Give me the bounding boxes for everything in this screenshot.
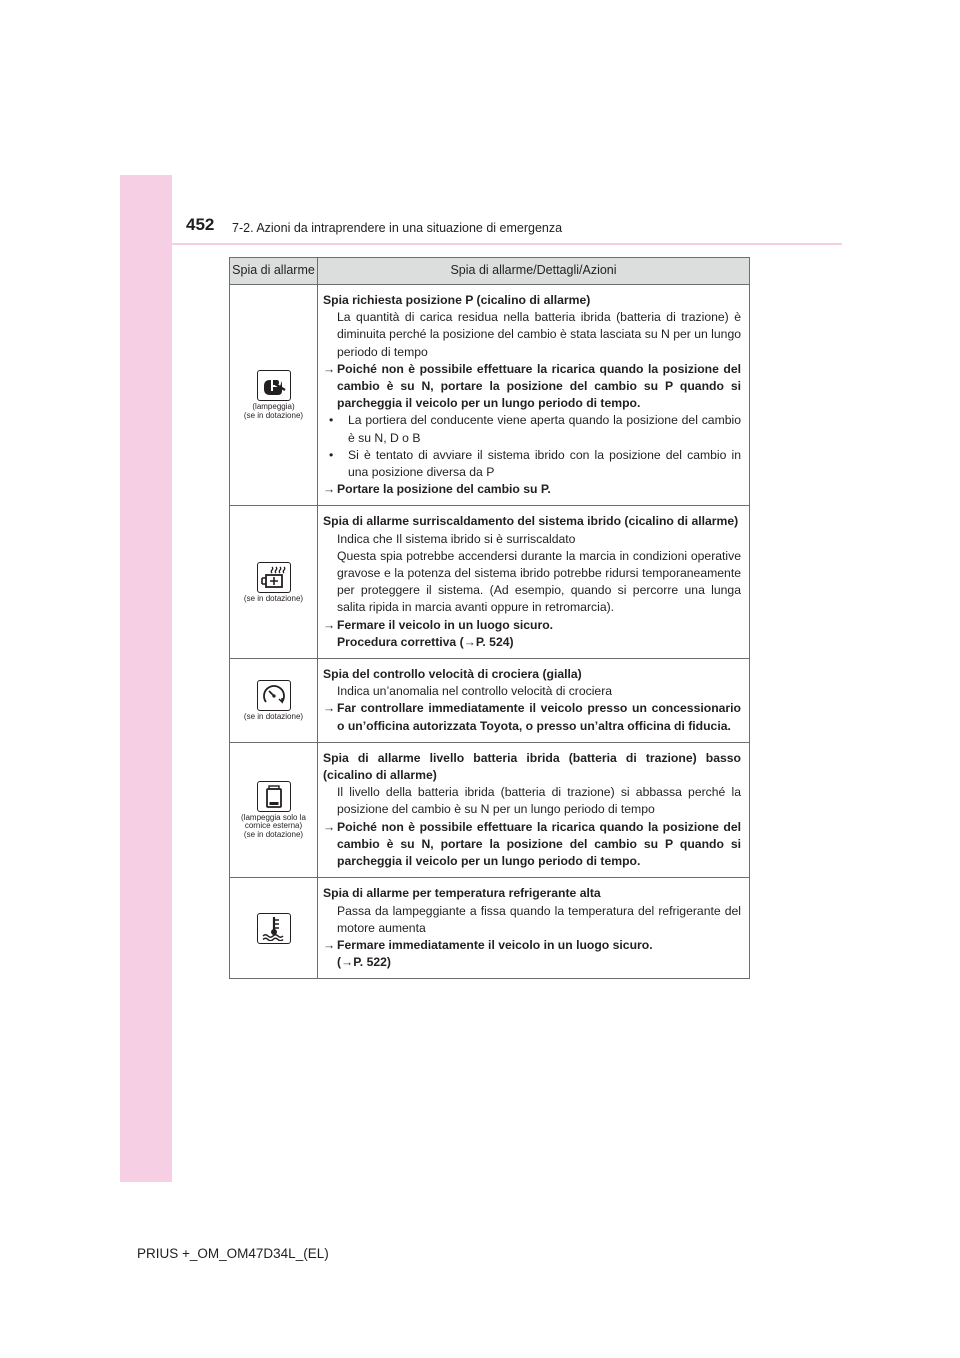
- cruise-control-icon: [257, 680, 291, 711]
- column-header-details: Spia di allarme/Dettagli/Azioni: [318, 258, 750, 285]
- details-cell: [318, 659, 750, 743]
- icon-caption: (se in dotazione): [243, 829, 304, 839]
- hybrid-battery-icon: [257, 781, 291, 812]
- bullet-text: La portiera del conducente viene aperta quando la posizione del cambio è su N, D o B: [348, 413, 741, 445]
- table-header-row: [230, 258, 750, 285]
- action-item: [323, 937, 741, 954]
- arrow-icon: →: [323, 482, 336, 497]
- icon-caption: (lampeggia): [252, 402, 295, 412]
- icon-caption: (se in dotazione): [243, 410, 304, 420]
- header-divider: [172, 243, 842, 245]
- action-text: Poiché non è possibile effettuare la ricarica quando la posizione del cambio è su N, portare la posizione del cambio su P quando si parcheggia il veicolo per un lungo periodo di tempo.: [337, 361, 741, 411]
- action-text: Poiché non è possibile effettuare la ricarica quando la posizione del cambio è su N, portare la posizione del cambio su P quando si parcheggia il veicolo per un lungo periodo di tempo.: [337, 819, 741, 869]
- arrow-icon: →: [323, 701, 336, 716]
- icon-cell: [230, 878, 318, 979]
- document-code: PRIUS +_OM_OM47D34L_(EL): [137, 1246, 329, 1261]
- action-item: [323, 481, 741, 498]
- action-item: [323, 819, 741, 871]
- warning-description: Il livello della batteria ibrida (batteria di trazione) si abbassa perché la posizione del cambio è su N per un lungo periodo di tempo: [337, 785, 741, 817]
- table-row: [230, 506, 750, 659]
- warning-description: Indica che Il sistema ibrido si è surriscaldato: [337, 531, 576, 546]
- warning-description: Indica un’anomalia nel controllo velocità di crociera: [337, 684, 613, 699]
- action-reference: Procedura correttiva (→P. 524): [337, 634, 514, 649]
- action-reference: (→P. 522): [337, 955, 391, 970]
- table-row: [230, 742, 750, 877]
- action-text: Far controllare immediatamente il veicolo presso un concessionario o un’officina autorizzata Toyota, o presso un’altra officina di fiducia.: [337, 701, 741, 733]
- details-cell: [318, 285, 750, 506]
- action-text: Fermare il veicolo in un luogo sicuro.: [337, 617, 554, 632]
- warning-description: Questa spia potrebbe accendersi durante la marcia in condizioni operative gravose e la potenza del sistema ibrido potrebbe ridursi temporaneamente per proteggere il sistema. (Ad esempio, quando si percorre una lunga salita ripida in marcia avanti oppure in retromarcia).: [337, 548, 741, 615]
- warning-title: Spia di allarme surriscaldamento del sistema ibrido (cicalino di allarme): [323, 514, 739, 529]
- arrow-icon: →: [323, 819, 336, 834]
- icon-cell: [230, 506, 318, 659]
- section-title: 7-2. Azioni da intraprendere in una situazione di emergenza: [232, 221, 563, 235]
- warning-lights-table: [229, 257, 750, 979]
- action-item: [323, 617, 741, 634]
- details-cell: [318, 878, 750, 979]
- warning-description: La quantità di carica residua nella batteria ibrida (batteria di trazione) è diminuita perché la posizione del cambio è stata lasciata su N per un lungo periodo di tempo: [337, 310, 741, 359]
- warning-title: Spia di allarme per temperatura refrigerante alta: [323, 886, 601, 901]
- icon-caption: (se in dotazione): [243, 593, 304, 603]
- action-text: Fermare immediatamente il veicolo in un luogo sicuro.: [337, 937, 653, 952]
- bullet-item: [323, 447, 741, 481]
- warning-title: Spia richiesta posizione P (cicalino di allarme): [323, 293, 591, 307]
- bullet-icon: •: [329, 447, 334, 462]
- icon-caption: (lampeggia solo la cornice esterna): [241, 812, 306, 831]
- details-cell: [318, 506, 750, 659]
- icon-cell: [230, 285, 318, 506]
- bullet-item: [323, 412, 741, 446]
- action-text: Portare la posizione del cambio su P.: [337, 482, 551, 497]
- chapter-side-band: [120, 175, 172, 1182]
- icon-cell: [230, 659, 318, 743]
- action-item: [323, 361, 741, 413]
- bullet-text: Si è tentato di avviare il sistema ibrido con la posizione del cambio in una posizione diversa da P: [348, 447, 741, 480]
- action-item: [323, 700, 741, 734]
- page-number: 452: [186, 215, 215, 234]
- bullet-icon: •: [329, 413, 334, 428]
- table-row: [230, 659, 750, 743]
- table-row: [230, 878, 750, 979]
- column-header-light: Spia di allarme: [230, 258, 318, 285]
- warning-description: Passa da lampeggiante a fissa quando la temperatura del refrigerante del motore aumenta: [337, 903, 741, 935]
- warning-title: Spia di allarme livello batteria ibrida (batteria di trazione) basso (cicalino di allarme): [323, 750, 741, 783]
- icon-cell: [230, 742, 318, 877]
- table-row: [230, 285, 750, 506]
- arrow-icon: →: [323, 937, 336, 952]
- details-cell: [318, 742, 750, 877]
- warning-title: Spia del controllo velocità di crociera (gialla): [323, 667, 582, 682]
- arrow-icon: →: [323, 361, 336, 376]
- hybrid-overheat-icon: [257, 562, 291, 593]
- coolant-temperature-icon: [257, 913, 291, 944]
- arrow-icon: →: [323, 617, 336, 632]
- icon-caption: (se in dotazione): [243, 711, 304, 721]
- parking-request-icon: [257, 370, 291, 401]
